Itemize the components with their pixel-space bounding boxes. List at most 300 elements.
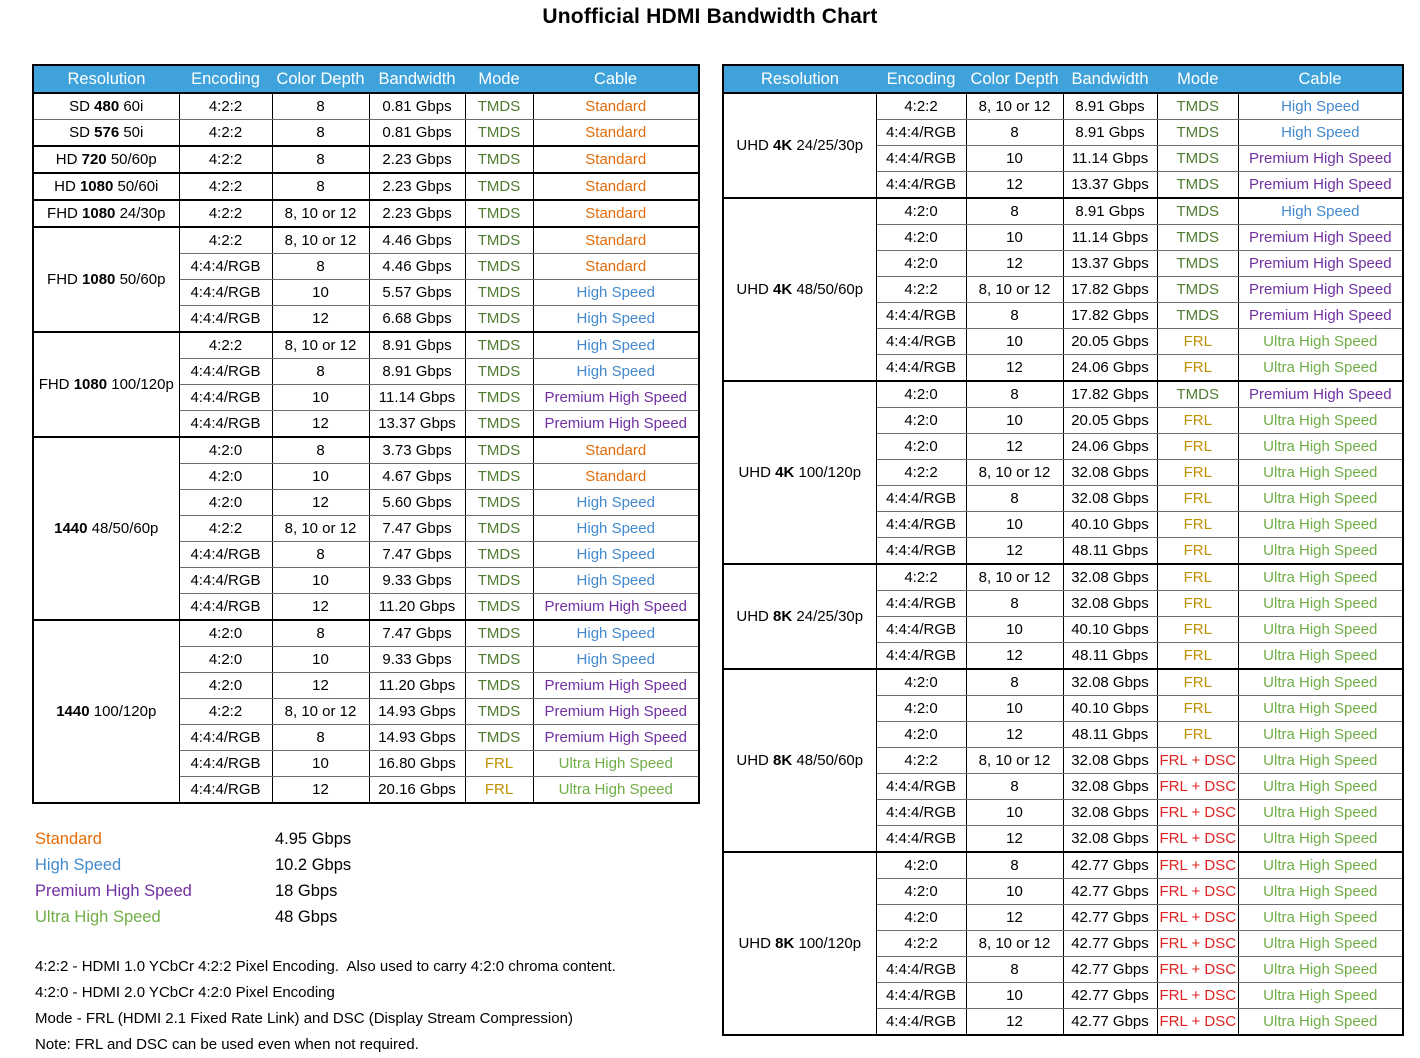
cell-depth: 12 bbox=[966, 905, 1063, 931]
cell-depth: 12 bbox=[966, 355, 1063, 382]
cell-mode: TMDS bbox=[465, 568, 533, 594]
table-row bbox=[33, 173, 699, 200]
table-row bbox=[723, 381, 1403, 408]
cell-cable: Ultra High Speed bbox=[1239, 774, 1403, 800]
cell-depth: 8 bbox=[272, 359, 369, 385]
cell-depth: 8, 10 or 12 bbox=[966, 564, 1063, 591]
cell-mode: TMDS bbox=[465, 280, 533, 306]
table-row bbox=[33, 437, 699, 464]
cell-bandwidth: 40.10 Gbps bbox=[1063, 617, 1157, 643]
cell-mode: FRL + DSC bbox=[1157, 774, 1239, 800]
column-header-cable: Cable bbox=[1239, 65, 1403, 93]
cell-cable: Premium High Speed bbox=[1239, 146, 1403, 172]
legend-cable-name: High Speed bbox=[35, 856, 122, 874]
cell-cable: Ultra High Speed bbox=[533, 777, 699, 804]
cell-encoding: 4:2:2 bbox=[876, 460, 966, 486]
cell-encoding: 4:4:4/RGB bbox=[876, 538, 966, 565]
table-row bbox=[723, 93, 1403, 120]
cell-mode: TMDS bbox=[465, 594, 533, 621]
cell-resolution: HD 720 50/60p bbox=[33, 146, 179, 173]
cell-cable: High Speed bbox=[533, 647, 699, 673]
cell-bandwidth: 6.68 Gbps bbox=[369, 306, 465, 333]
cell-bandwidth: 8.91 Gbps bbox=[1063, 198, 1157, 225]
cell-cable: Ultra High Speed bbox=[1239, 591, 1403, 617]
cell-bandwidth: 40.10 Gbps bbox=[1063, 696, 1157, 722]
cell-resolution: UHD 8K 24/25/30p bbox=[723, 564, 876, 669]
cell-mode: FRL + DSC bbox=[1157, 1009, 1239, 1036]
cell-encoding: 4:2:2 bbox=[179, 173, 272, 200]
resolution-number: 4K bbox=[773, 137, 793, 154]
cell-mode: TMDS bbox=[465, 359, 533, 385]
cell-bandwidth: 11.14 Gbps bbox=[369, 385, 465, 411]
cell-bandwidth: 24.06 Gbps bbox=[1063, 355, 1157, 382]
cell-cable: Ultra High Speed bbox=[1239, 931, 1403, 957]
cell-cable: High Speed bbox=[533, 568, 699, 594]
cell-resolution: UHD 4K 24/25/30p bbox=[723, 93, 876, 198]
cell-depth: 8 bbox=[272, 437, 369, 464]
cell-bandwidth: 11.14 Gbps bbox=[1063, 225, 1157, 251]
cell-cable: High Speed bbox=[533, 542, 699, 568]
cell-bandwidth: 42.77 Gbps bbox=[1063, 957, 1157, 983]
cell-mode: TMDS bbox=[465, 173, 533, 200]
cell-encoding: 4:2:2 bbox=[179, 227, 272, 254]
cell-cable: Standard bbox=[533, 437, 699, 464]
column-header-bandwidth: Bandwidth bbox=[369, 65, 465, 93]
cell-bandwidth: 2.23 Gbps bbox=[369, 146, 465, 173]
cell-cable: Ultra High Speed bbox=[533, 751, 699, 777]
cell-depth: 10 bbox=[272, 280, 369, 306]
cell-encoding: 4:2:2 bbox=[876, 931, 966, 957]
cell-encoding: 4:2:2 bbox=[876, 277, 966, 303]
resolution-number: 1440 bbox=[54, 520, 88, 537]
column-header-encoding: Encoding bbox=[876, 65, 966, 93]
cell-depth: 10 bbox=[966, 512, 1063, 538]
cell-encoding: 4:4:4/RGB bbox=[179, 751, 272, 777]
cell-mode: FRL bbox=[1157, 722, 1239, 748]
cell-encoding: 4:4:4/RGB bbox=[876, 983, 966, 1009]
cell-mode: FRL bbox=[465, 751, 533, 777]
cell-depth: 10 bbox=[966, 408, 1063, 434]
legend-bandwidth-value: 10.2 Gbps bbox=[275, 856, 352, 874]
header-row bbox=[723, 65, 1403, 93]
cell-encoding: 4:4:4/RGB bbox=[179, 542, 272, 568]
cell-mode: FRL bbox=[1157, 408, 1239, 434]
cell-encoding: 4:2:0 bbox=[876, 434, 966, 460]
cell-cable: Standard bbox=[533, 464, 699, 490]
column-header-color-depth: Color Depth bbox=[966, 65, 1063, 93]
cell-encoding: 4:2:0 bbox=[876, 381, 966, 408]
cell-bandwidth: 48.11 Gbps bbox=[1063, 722, 1157, 748]
cell-depth: 10 bbox=[272, 385, 369, 411]
cell-bandwidth: 7.47 Gbps bbox=[369, 516, 465, 542]
cell-depth: 8, 10 or 12 bbox=[272, 200, 369, 227]
cell-mode: FRL + DSC bbox=[1157, 983, 1239, 1009]
cell-depth: 8, 10 or 12 bbox=[966, 931, 1063, 957]
cell-mode: FRL + DSC bbox=[1157, 957, 1239, 983]
column-header-mode: Mode bbox=[1157, 65, 1239, 93]
cell-depth: 8 bbox=[966, 669, 1063, 696]
cell-depth: 12 bbox=[272, 777, 369, 804]
cell-mode: TMDS bbox=[465, 227, 533, 254]
cell-mode: TMDS bbox=[465, 146, 533, 173]
cell-bandwidth: 8.91 Gbps bbox=[1063, 93, 1157, 120]
resolution-number: 576 bbox=[94, 124, 120, 141]
cell-depth: 12 bbox=[966, 172, 1063, 199]
cell-mode: FRL bbox=[1157, 434, 1239, 460]
cell-resolution: FHD 1080 100/120p bbox=[33, 332, 179, 437]
cell-cable: Premium High Speed bbox=[1239, 251, 1403, 277]
cell-mode: FRL bbox=[1157, 329, 1239, 355]
cell-resolution: SD 576 50i bbox=[33, 120, 179, 147]
cell-cable: Ultra High Speed bbox=[1239, 486, 1403, 512]
cell-bandwidth: 7.47 Gbps bbox=[369, 620, 465, 647]
resolution-number: 8K bbox=[775, 935, 795, 952]
cell-bandwidth: 42.77 Gbps bbox=[1063, 1009, 1157, 1036]
cell-encoding: 4:4:4/RGB bbox=[876, 120, 966, 146]
cell-bandwidth: 32.08 Gbps bbox=[1063, 564, 1157, 591]
cell-depth: 8, 10 or 12 bbox=[966, 93, 1063, 120]
cell-encoding: 4:4:4/RGB bbox=[876, 303, 966, 329]
header-row bbox=[33, 65, 699, 93]
cell-cable: Ultra High Speed bbox=[1239, 460, 1403, 486]
cell-cable: Premium High Speed bbox=[533, 411, 699, 438]
column-header-cable: Cable bbox=[533, 65, 699, 93]
cell-bandwidth: 2.23 Gbps bbox=[369, 200, 465, 227]
legend-row bbox=[35, 852, 351, 878]
resolution-number: 1080 bbox=[73, 376, 108, 393]
cell-depth: 12 bbox=[966, 434, 1063, 460]
cell-depth: 8, 10 or 12 bbox=[966, 460, 1063, 486]
resolution-number: 8K bbox=[773, 752, 793, 769]
cell-cable: Ultra High Speed bbox=[1239, 538, 1403, 565]
cell-depth: 10 bbox=[272, 464, 369, 490]
cell-encoding: 4:4:4/RGB bbox=[876, 1009, 966, 1036]
cell-mode: FRL + DSC bbox=[1157, 748, 1239, 774]
cell-cable: Ultra High Speed bbox=[1239, 826, 1403, 853]
cell-bandwidth: 20.16 Gbps bbox=[369, 777, 465, 804]
cell-bandwidth: 13.37 Gbps bbox=[1063, 172, 1157, 199]
bandwidth-table-left bbox=[32, 64, 700, 804]
cell-cable: Ultra High Speed bbox=[1239, 879, 1403, 905]
table-row bbox=[723, 669, 1403, 696]
cell-depth: 10 bbox=[272, 647, 369, 673]
resolution-number: 4K bbox=[775, 464, 795, 481]
cell-depth: 10 bbox=[966, 879, 1063, 905]
cell-depth: 10 bbox=[966, 800, 1063, 826]
cell-depth: 12 bbox=[272, 673, 369, 699]
cell-mode: TMDS bbox=[465, 464, 533, 490]
cell-mode: TMDS bbox=[1157, 93, 1239, 120]
cell-depth: 12 bbox=[966, 643, 1063, 670]
legend-row bbox=[35, 826, 351, 852]
table-row bbox=[33, 200, 699, 227]
cell-bandwidth: 4.46 Gbps bbox=[369, 254, 465, 280]
cell-depth: 10 bbox=[272, 568, 369, 594]
cell-mode: TMDS bbox=[1157, 303, 1239, 329]
cell-bandwidth: 42.77 Gbps bbox=[1063, 931, 1157, 957]
cell-depth: 10 bbox=[966, 617, 1063, 643]
cell-mode: TMDS bbox=[1157, 251, 1239, 277]
cell-bandwidth: 3.73 Gbps bbox=[369, 437, 465, 464]
legend-row bbox=[35, 904, 351, 930]
cell-bandwidth: 7.47 Gbps bbox=[369, 542, 465, 568]
cell-cable: Standard bbox=[533, 93, 699, 120]
cell-cable: Ultra High Speed bbox=[1239, 512, 1403, 538]
cell-bandwidth: 11.14 Gbps bbox=[1063, 146, 1157, 172]
cell-depth: 8, 10 or 12 bbox=[966, 277, 1063, 303]
table-row bbox=[723, 198, 1403, 225]
cell-depth: 8, 10 or 12 bbox=[272, 227, 369, 254]
cell-cable: Ultra High Speed bbox=[1239, 329, 1403, 355]
cell-resolution: 1440 48/50/60p bbox=[33, 437, 179, 620]
cell-encoding: 4:4:4/RGB bbox=[876, 146, 966, 172]
cell-bandwidth: 20.05 Gbps bbox=[1063, 329, 1157, 355]
cell-encoding: 4:2:0 bbox=[179, 437, 272, 464]
column-header-color-depth: Color Depth bbox=[272, 65, 369, 93]
cell-bandwidth: 20.05 Gbps bbox=[1063, 408, 1157, 434]
cell-mode: TMDS bbox=[1157, 277, 1239, 303]
cell-bandwidth: 14.93 Gbps bbox=[369, 725, 465, 751]
cell-encoding: 4:2:0 bbox=[876, 225, 966, 251]
cell-mode: TMDS bbox=[1157, 225, 1239, 251]
cell-bandwidth: 2.23 Gbps bbox=[369, 173, 465, 200]
cell-encoding: 4:4:4/RGB bbox=[876, 617, 966, 643]
cell-encoding: 4:4:4/RGB bbox=[876, 826, 966, 853]
cell-depth: 8 bbox=[272, 725, 369, 751]
cell-cable: Premium High Speed bbox=[1239, 277, 1403, 303]
cell-encoding: 4:2:0 bbox=[179, 464, 272, 490]
column-header-bandwidth: Bandwidth bbox=[1063, 65, 1157, 93]
cell-bandwidth: 0.81 Gbps bbox=[369, 93, 465, 120]
cell-cable: Ultra High Speed bbox=[1239, 669, 1403, 696]
cell-mode: TMDS bbox=[465, 93, 533, 120]
cell-mode: FRL bbox=[1157, 696, 1239, 722]
cell-cable: Ultra High Speed bbox=[1239, 983, 1403, 1009]
cell-bandwidth: 17.82 Gbps bbox=[1063, 303, 1157, 329]
cell-mode: FRL + DSC bbox=[1157, 879, 1239, 905]
cell-encoding: 4:4:4/RGB bbox=[876, 800, 966, 826]
cell-depth: 12 bbox=[966, 1009, 1063, 1036]
cell-depth: 12 bbox=[966, 538, 1063, 565]
cell-depth: 8 bbox=[966, 957, 1063, 983]
cell-depth: 8 bbox=[272, 146, 369, 173]
cell-mode: TMDS bbox=[1157, 381, 1239, 408]
cell-mode: FRL + DSC bbox=[1157, 905, 1239, 931]
cell-cable: Ultra High Speed bbox=[1239, 852, 1403, 879]
cell-mode: TMDS bbox=[465, 411, 533, 438]
cell-encoding: 4:2:0 bbox=[876, 852, 966, 879]
footnote: Mode - FRL (HDMI 2.1 Fixed Rate Link) and DSC (Display Stream Compression) bbox=[35, 1010, 573, 1027]
cell-depth: 8 bbox=[966, 486, 1063, 512]
cell-mode: TMDS bbox=[1157, 172, 1239, 199]
cell-resolution: UHD 8K 100/120p bbox=[723, 852, 876, 1035]
cell-depth: 8 bbox=[272, 254, 369, 280]
cell-mode: TMDS bbox=[465, 385, 533, 411]
cell-resolution: UHD 8K 48/50/60p bbox=[723, 669, 876, 852]
cell-mode: TMDS bbox=[1157, 120, 1239, 146]
cell-cable: Ultra High Speed bbox=[1239, 905, 1403, 931]
cell-encoding: 4:4:4/RGB bbox=[179, 725, 272, 751]
cell-mode: TMDS bbox=[465, 542, 533, 568]
cell-encoding: 4:2:0 bbox=[876, 251, 966, 277]
cable-speed-legend bbox=[35, 826, 351, 930]
resolution-number: 1080 bbox=[79, 178, 114, 195]
cell-cable: High Speed bbox=[533, 620, 699, 647]
cell-cable: Ultra High Speed bbox=[1239, 564, 1403, 591]
cell-encoding: 4:2:0 bbox=[179, 673, 272, 699]
cell-cable: Standard bbox=[533, 200, 699, 227]
cell-bandwidth: 9.33 Gbps bbox=[369, 568, 465, 594]
cell-cable: High Speed bbox=[533, 359, 699, 385]
cell-mode: TMDS bbox=[1157, 146, 1239, 172]
cell-cable: High Speed bbox=[1239, 198, 1403, 225]
cell-bandwidth: 5.60 Gbps bbox=[369, 490, 465, 516]
cell-depth: 8 bbox=[966, 591, 1063, 617]
cell-mode: TMDS bbox=[465, 200, 533, 227]
cell-resolution: FHD 1080 24/30p bbox=[33, 200, 179, 227]
cell-bandwidth: 32.08 Gbps bbox=[1063, 826, 1157, 853]
cell-depth: 8 bbox=[272, 93, 369, 120]
table-row bbox=[33, 332, 699, 359]
cell-cable: Ultra High Speed bbox=[1239, 1009, 1403, 1036]
cell-bandwidth: 13.37 Gbps bbox=[369, 411, 465, 438]
legend-cable-name: Ultra High Speed bbox=[35, 908, 161, 926]
cell-depth: 10 bbox=[966, 696, 1063, 722]
cell-cable: High Speed bbox=[1239, 93, 1403, 120]
cell-encoding: 4:4:4/RGB bbox=[179, 568, 272, 594]
cell-cable: Premium High Speed bbox=[533, 725, 699, 751]
cell-depth: 10 bbox=[272, 751, 369, 777]
cell-encoding: 4:2:2 bbox=[179, 120, 272, 147]
cell-depth: 12 bbox=[966, 722, 1063, 748]
resolution-number: 1440 bbox=[56, 703, 90, 720]
cell-depth: 8 bbox=[272, 620, 369, 647]
cell-encoding: 4:2:2 bbox=[876, 564, 966, 591]
cell-encoding: 4:2:0 bbox=[179, 620, 272, 647]
cell-resolution: 1440 100/120p bbox=[33, 620, 179, 803]
cell-mode: FRL + DSC bbox=[1157, 852, 1239, 879]
table-row bbox=[723, 564, 1403, 591]
cell-bandwidth: 4.46 Gbps bbox=[369, 227, 465, 254]
cell-mode: TMDS bbox=[465, 673, 533, 699]
cell-cable: High Speed bbox=[1239, 120, 1403, 146]
cell-depth: 12 bbox=[966, 251, 1063, 277]
cell-depth: 12 bbox=[272, 490, 369, 516]
cell-mode: TMDS bbox=[465, 120, 533, 147]
footnote: Note: FRL and DSC can be used even when not required. bbox=[35, 1036, 419, 1053]
cell-cable: Premium High Speed bbox=[1239, 303, 1403, 329]
cell-mode: TMDS bbox=[465, 306, 533, 333]
cell-encoding: 4:4:4/RGB bbox=[876, 643, 966, 670]
cell-encoding: 4:4:4/RGB bbox=[876, 591, 966, 617]
cell-cable: Ultra High Speed bbox=[1239, 696, 1403, 722]
cell-encoding: 4:4:4/RGB bbox=[876, 957, 966, 983]
cell-cable: Premium High Speed bbox=[1239, 225, 1403, 251]
cell-bandwidth: 32.08 Gbps bbox=[1063, 774, 1157, 800]
cell-depth: 8 bbox=[966, 381, 1063, 408]
cell-bandwidth: 24.06 Gbps bbox=[1063, 434, 1157, 460]
resolution-number: 1080 bbox=[82, 271, 116, 288]
cell-encoding: 4:4:4/RGB bbox=[876, 172, 966, 199]
cell-cable: Premium High Speed bbox=[533, 594, 699, 621]
cell-mode: TMDS bbox=[465, 490, 533, 516]
cell-encoding: 4:2:0 bbox=[876, 879, 966, 905]
cell-depth: 12 bbox=[272, 594, 369, 621]
cell-encoding: 4:2:2 bbox=[179, 146, 272, 173]
cell-mode: FRL + DSC bbox=[1157, 800, 1239, 826]
cell-bandwidth: 17.82 Gbps bbox=[1063, 277, 1157, 303]
cell-cable: Ultra High Speed bbox=[1239, 643, 1403, 670]
column-header-resolution: Resolution bbox=[723, 65, 876, 93]
cell-cable: Ultra High Speed bbox=[1239, 748, 1403, 774]
cell-bandwidth: 9.33 Gbps bbox=[369, 647, 465, 673]
cell-cable: Premium High Speed bbox=[533, 673, 699, 699]
cell-depth: 8, 10 or 12 bbox=[272, 699, 369, 725]
cell-resolution: UHD 4K 100/120p bbox=[723, 381, 876, 564]
cell-depth: 12 bbox=[272, 411, 369, 438]
cell-bandwidth: 14.93 Gbps bbox=[369, 699, 465, 725]
resolution-number: 4K bbox=[773, 281, 793, 298]
cell-encoding: 4:2:0 bbox=[179, 647, 272, 673]
cell-bandwidth: 11.20 Gbps bbox=[369, 594, 465, 621]
resolution-number: 8K bbox=[773, 608, 793, 625]
cell-cable: Ultra High Speed bbox=[1239, 957, 1403, 983]
cell-mode: FRL bbox=[465, 777, 533, 804]
cell-encoding: 4:2:2 bbox=[179, 93, 272, 120]
cell-bandwidth: 42.77 Gbps bbox=[1063, 905, 1157, 931]
cell-cable: Premium High Speed bbox=[1239, 172, 1403, 199]
cell-mode: FRL bbox=[1157, 538, 1239, 565]
cell-mode: FRL bbox=[1157, 512, 1239, 538]
table-row bbox=[33, 93, 699, 120]
cell-bandwidth: 32.08 Gbps bbox=[1063, 460, 1157, 486]
cell-encoding: 4:2:0 bbox=[876, 722, 966, 748]
cell-mode: FRL bbox=[1157, 591, 1239, 617]
cell-resolution: SD 480 60i bbox=[33, 93, 179, 120]
cell-cable: Premium High Speed bbox=[533, 699, 699, 725]
table-row bbox=[33, 120, 699, 147]
cell-encoding: 4:4:4/RGB bbox=[179, 594, 272, 621]
cell-bandwidth: 11.20 Gbps bbox=[369, 673, 465, 699]
cell-bandwidth: 5.57 Gbps bbox=[369, 280, 465, 306]
cell-encoding: 4:4:4/RGB bbox=[876, 486, 966, 512]
cell-encoding: 4:4:4/RGB bbox=[876, 355, 966, 382]
cell-mode: TMDS bbox=[1157, 198, 1239, 225]
cell-bandwidth: 8.91 Gbps bbox=[369, 332, 465, 359]
cell-depth: 8 bbox=[966, 198, 1063, 225]
cell-cable: Standard bbox=[533, 254, 699, 280]
cell-cable: Standard bbox=[533, 120, 699, 147]
resolution-number: 720 bbox=[81, 151, 107, 168]
cell-depth: 12 bbox=[272, 306, 369, 333]
cell-encoding: 4:2:2 bbox=[876, 93, 966, 120]
cell-bandwidth: 4.67 Gbps bbox=[369, 464, 465, 490]
cell-mode: TMDS bbox=[465, 254, 533, 280]
cell-encoding: 4:4:4/RGB bbox=[876, 774, 966, 800]
cell-bandwidth: 32.08 Gbps bbox=[1063, 486, 1157, 512]
cell-encoding: 4:2:2 bbox=[179, 332, 272, 359]
cell-encoding: 4:2:0 bbox=[876, 408, 966, 434]
cell-mode: FRL bbox=[1157, 486, 1239, 512]
cell-bandwidth: 32.08 Gbps bbox=[1063, 669, 1157, 696]
legend-cable-name: Premium High Speed bbox=[35, 882, 192, 900]
cell-encoding: 4:4:4/RGB bbox=[179, 280, 272, 306]
cell-cable: Standard bbox=[533, 227, 699, 254]
cell-mode: FRL bbox=[1157, 669, 1239, 696]
cell-bandwidth: 0.81 Gbps bbox=[369, 120, 465, 147]
cell-mode: TMDS bbox=[465, 332, 533, 359]
cell-depth: 10 bbox=[966, 146, 1063, 172]
